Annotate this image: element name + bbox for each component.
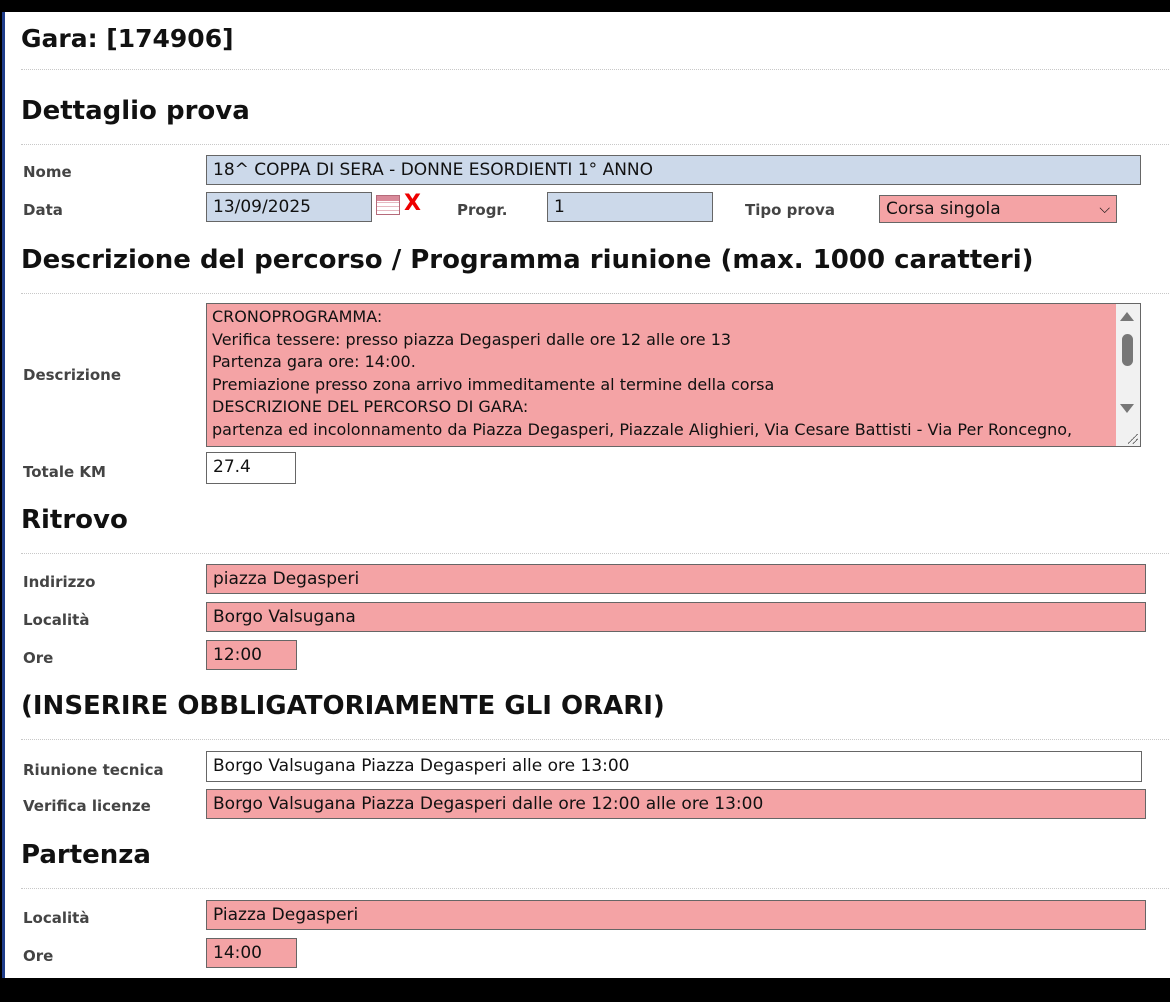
descrizione-label: Descrizione [23, 366, 122, 384]
descrizione-line: Partenza gara ore: 14:00. [212, 352, 416, 371]
ore-partenza-field[interactable]: 14:00 [206, 938, 297, 968]
race-form-page [2, 12, 1170, 978]
ore-partenza-label: Ore [23, 947, 54, 965]
descrizione-line: DESCRIZIONE DEL PERCORSO DI GARA: [212, 397, 529, 416]
resize-grip-icon[interactable] [1128, 434, 1138, 444]
descrizione-line: partenza ed incolonnamento da Piazza Degasperi, Piazzale Alighieri, Via Cesare Battisti - Via Per Roncegno, [212, 419, 1073, 439]
chevron-down-icon: ⌵ [1099, 201, 1110, 217]
totale-km-label: Totale KM [23, 463, 106, 481]
verifica-licenze-label: Verifica licenze [23, 797, 151, 815]
section-ritrovo: Ritrovo [21, 505, 128, 535]
localita-partenza-field[interactable]: Piazza Degasperi [206, 900, 1146, 930]
indirizzo-label: Indirizzo [23, 573, 96, 591]
tipo-prova-select[interactable] [879, 195, 1117, 223]
indirizzo-field[interactable]: piazza Degasperi [206, 564, 1146, 594]
ore-ritrovo-field[interactable]: 12:00 [206, 640, 297, 670]
localita-ritrovo-field[interactable]: Borgo Valsugana [206, 602, 1146, 632]
nome-field[interactable]: 18^ COPPA DI SERA - DONNE ESORDIENTI 1° ANNO [206, 155, 1141, 185]
tipo-prova-value: Corsa singola [886, 199, 1001, 219]
separator [21, 69, 1170, 70]
progr-field[interactable]: 1 [547, 192, 713, 222]
textarea-scrollbar[interactable] [1116, 304, 1140, 446]
descrizione-line: Verifica tessere: presso piazza Degasperi dalle ore 12 alle ore 13 [212, 329, 732, 349]
section-partenza: Partenza [21, 840, 151, 870]
descrizione-line: CRONOPROGRAMMA: [212, 307, 383, 326]
data-label: Data [23, 201, 63, 219]
scroll-thumb[interactable] [1122, 334, 1133, 366]
nome-label: Nome [23, 163, 72, 181]
descrizione-textarea[interactable] [206, 303, 1141, 447]
separator [21, 553, 1170, 554]
separator [21, 888, 1170, 889]
section-orari: (INSERIRE OBBLIGATORIAMENTE GLI ORARI) [21, 691, 665, 721]
progr-label: Progr. [457, 201, 508, 219]
verifica-licenze-field[interactable]: Borgo Valsugana Piazza Degasperi dalle ore 12:00 alle ore 13:00 [206, 789, 1146, 819]
ore-ritrovo-label: Ore [23, 649, 54, 667]
date-field[interactable]: 13/09/2025 [206, 192, 372, 222]
section-descrizione: Descrizione del percorso / Programma riunione (max. 1000 caratteri) [21, 245, 1034, 275]
tipo-prova-label: Tipo prova [745, 201, 835, 219]
riunione-tecnica-label: Riunione tecnica [23, 761, 164, 779]
riunione-tecnica-field[interactable]: Borgo Valsugana Piazza Degasperi alle ore 13:00 [206, 751, 1142, 782]
page-title: Gara: [174906] [21, 24, 234, 53]
localita-partenza-label: Località [23, 909, 90, 927]
clear-date-icon[interactable]: X [404, 191, 421, 216]
separator [21, 739, 1170, 740]
calendar-icon[interactable] [376, 195, 400, 215]
separator [21, 293, 1170, 294]
scroll-up-icon[interactable] [1120, 312, 1134, 321]
totale-km-field[interactable]: 27.4 [206, 452, 296, 484]
scroll-down-icon[interactable] [1120, 404, 1134, 413]
descrizione-line: Premiazione presso zona arrivo immeditamente al termine della corsa [212, 374, 775, 394]
section-dettaglio-prova: Dettaglio prova [21, 96, 250, 126]
localita-ritrovo-label: Località [23, 611, 90, 629]
separator [21, 144, 1170, 145]
